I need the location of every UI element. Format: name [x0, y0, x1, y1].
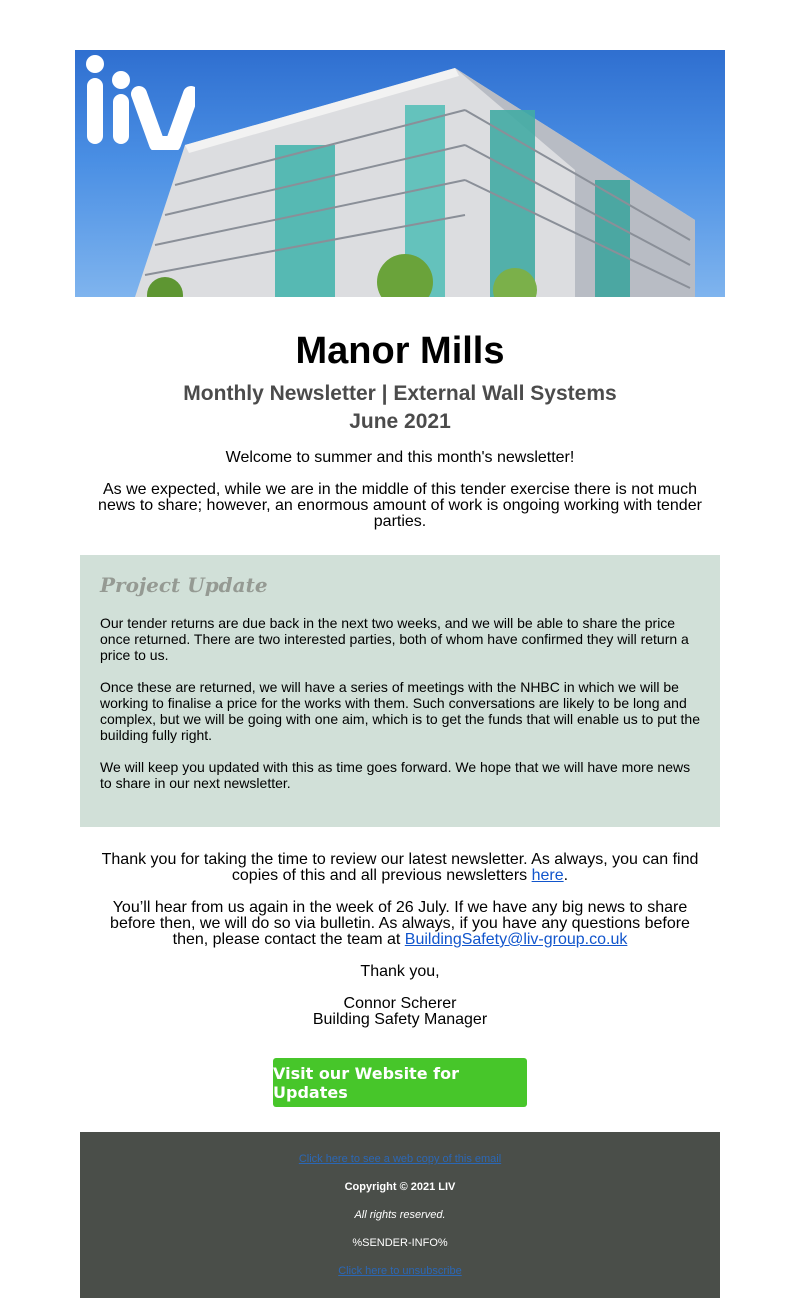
web-copy-link[interactable]: Click here to see a web copy of this email [298, 1153, 502, 1165]
thanks-end: . [563, 867, 569, 884]
project-update-panel [80, 555, 720, 827]
unsubscribe-link[interactable]: Click here to unsubscribe [338, 1265, 462, 1277]
thanks-text: Thank you for taking the time to review our latest newsletter. As always, you can find copies of this and all previous newsletters [101, 851, 699, 884]
rights-text: All rights reserved. [354, 1209, 446, 1221]
email-footer [80, 1132, 720, 1298]
update-paragraph-2: Once these are returned, we will have a series of meetings with the NHBC in which we will be working to finalise a price for the works with them. Such conversations are likely to be long and complex, but we will be going with one aim, which is to get the funds that will enable us to put the building fully right. [100, 679, 701, 743]
contact-email-link[interactable]: BuildingSafety@liv-group.co.uk [404, 931, 628, 948]
hero-building-image [75, 50, 725, 297]
project-update-heading: Project Update [100, 573, 268, 597]
subtitle-line-2: June 2021 [349, 410, 451, 433]
update-paragraph-3: We will keep you updated with this as time goes forward. We hope that we will have more news to share in our next newsletter. [100, 759, 691, 791]
liv-logo-mark [75, 50, 195, 150]
next-newsletter-paragraph [92, 900, 708, 948]
welcome-text: Welcome to summer and this month's newsletter! [225, 449, 575, 466]
update-paragraph-1: Our tender returns are due back in the next two weeks, and we will be able to share the price once returned. There are two interested parties, both of whom have confirmed they will return a price to us. [100, 615, 689, 663]
newsletters-here-link[interactable]: here [531, 867, 564, 884]
thanks-paragraph [92, 852, 708, 884]
subtitle-line-1: Monthly Newsletter | External Wall Systems [183, 382, 617, 405]
signer-title: Building Safety Manager [312, 1011, 488, 1028]
newsletter-title: Manor Mills [295, 330, 505, 372]
newsletter-subtitle [0, 380, 800, 436]
liv-logo [75, 50, 725, 297]
next-text: You’ll hear from us again in the week of 26 July. If we have any big news to share before then, we will do so via bulletin. As always, if you have any questions before then, please contact the team at [110, 899, 690, 948]
thank-you-text: Thank you, [360, 963, 440, 980]
copyright-text: Copyright © 2021 LIV [344, 1181, 456, 1193]
intro-paragraph: As we expected, while we are in the middle of this tender exercise there is not much news to share; however, an enormous amount of work is ongoing working with tender parties. [98, 481, 702, 530]
signer-name: Connor Scherer [343, 995, 457, 1012]
visit-website-button[interactable]: Visit our Website for Updates [273, 1058, 527, 1107]
sender-info: %SENDER-INFO% [352, 1237, 448, 1249]
